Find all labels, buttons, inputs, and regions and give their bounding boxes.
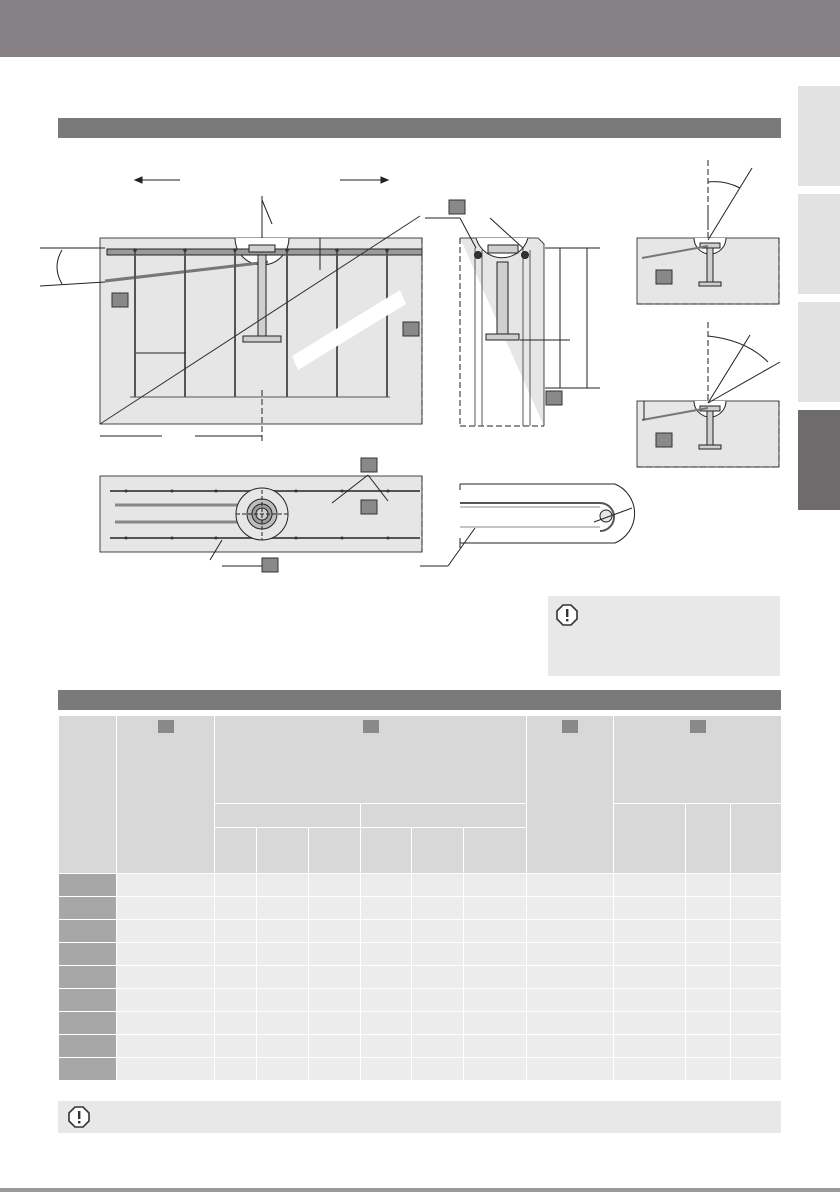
table-cell — [361, 1058, 412, 1081]
table-cell — [257, 874, 309, 897]
table-cell — [215, 989, 257, 1012]
table-cell — [527, 1058, 614, 1081]
table-cell — [412, 966, 464, 989]
table-cell — [464, 874, 527, 897]
group-a-marker — [158, 720, 174, 733]
table-body — [59, 874, 782, 1081]
table-cell — [464, 897, 527, 920]
subgroup-b2 — [361, 804, 527, 828]
row-header-cell — [59, 920, 117, 943]
table-cell — [215, 920, 257, 943]
table-cell — [215, 943, 257, 966]
table-cell — [686, 966, 731, 989]
group-a-header — [117, 716, 215, 874]
table-cell — [614, 1035, 686, 1058]
table-cell — [464, 1058, 527, 1081]
table-cell — [257, 1035, 309, 1058]
table-cell — [361, 1035, 412, 1058]
column-header — [215, 828, 257, 874]
table-cell — [614, 966, 686, 989]
table-cell — [309, 1058, 361, 1081]
table-cell — [361, 897, 412, 920]
row-header-cell — [59, 1012, 117, 1035]
group-c-marker — [562, 720, 578, 733]
table-cell — [686, 920, 731, 943]
table-cell — [117, 1035, 215, 1058]
table-cell — [614, 920, 686, 943]
table-cell — [257, 1012, 309, 1035]
table-cell — [117, 920, 215, 943]
table-cell — [731, 897, 782, 920]
column-header — [464, 828, 527, 874]
table-cell — [215, 1058, 257, 1081]
subgroup-d2 — [686, 804, 731, 874]
table-cell — [731, 874, 782, 897]
row-header-cell — [59, 943, 117, 966]
table-cell — [257, 966, 309, 989]
group-c-header — [527, 716, 614, 874]
table-cell — [257, 1058, 309, 1081]
table-cell — [686, 1012, 731, 1035]
table-cell — [686, 1035, 731, 1058]
table-cell — [464, 943, 527, 966]
table-cell — [215, 966, 257, 989]
table-cell — [731, 1035, 782, 1058]
table-cell — [731, 1012, 782, 1035]
table-cell — [614, 989, 686, 1012]
table-cell — [614, 1058, 686, 1081]
table-cell — [309, 874, 361, 897]
table-cell — [412, 1012, 464, 1035]
table-row — [59, 1035, 782, 1058]
table-cell — [361, 874, 412, 897]
table-corner-cell — [59, 716, 117, 874]
exclamation-octagon-icon — [68, 1106, 90, 1128]
bottom-note-box — [58, 1101, 781, 1133]
row-header-cell — [59, 874, 117, 897]
table-cell — [309, 897, 361, 920]
table-cell — [215, 874, 257, 897]
column-header — [257, 828, 309, 874]
table-cell — [117, 1012, 215, 1035]
table-cell — [464, 989, 527, 1012]
table-cell — [527, 989, 614, 1012]
table-cell — [117, 897, 215, 920]
table-row — [59, 897, 782, 920]
table-cell — [527, 897, 614, 920]
table-cell — [117, 989, 215, 1012]
table-cell — [361, 943, 412, 966]
page-bottom-rule — [0, 1188, 840, 1192]
table-cell — [309, 943, 361, 966]
table-cell — [412, 943, 464, 966]
group-d-marker — [690, 720, 706, 733]
subgroup-b1 — [215, 804, 361, 828]
table-cell — [309, 1012, 361, 1035]
table-cell — [614, 1012, 686, 1035]
table-cell — [731, 1058, 782, 1081]
table-row — [59, 989, 782, 1012]
table-cell — [309, 966, 361, 989]
table-cell — [464, 1035, 527, 1058]
table-row — [59, 966, 782, 989]
table-cell — [527, 1012, 614, 1035]
table-cell — [361, 1012, 412, 1035]
table-cell — [117, 943, 215, 966]
table-cell — [686, 897, 731, 920]
row-header-cell — [59, 1035, 117, 1058]
table-cell — [215, 1035, 257, 1058]
table-cell — [686, 874, 731, 897]
column-header — [361, 828, 412, 874]
row-header-cell — [59, 966, 117, 989]
warning-note-box — [548, 596, 780, 676]
table-cell — [527, 943, 614, 966]
table-cell — [464, 966, 527, 989]
table-cell — [361, 920, 412, 943]
column-header — [309, 828, 361, 874]
table-row — [59, 1012, 782, 1035]
table-cell — [686, 943, 731, 966]
table-cell — [527, 966, 614, 989]
table-cell — [412, 1035, 464, 1058]
exclamation-octagon-icon — [556, 604, 578, 626]
table-cell — [215, 897, 257, 920]
row-header-cell — [59, 897, 117, 920]
table-cell — [257, 920, 309, 943]
table-cell — [412, 920, 464, 943]
table-cell — [117, 966, 215, 989]
table-cell — [412, 1058, 464, 1081]
table-cell — [412, 897, 464, 920]
row-header-cell — [59, 989, 117, 1012]
table-cell — [412, 874, 464, 897]
table-row — [59, 943, 782, 966]
table-cell — [614, 897, 686, 920]
table-cell — [527, 920, 614, 943]
group-d-header — [614, 716, 782, 804]
table-cell — [117, 1058, 215, 1081]
table-cell — [686, 1058, 731, 1081]
table-cell — [527, 874, 614, 897]
table-cell — [257, 943, 309, 966]
table-cell — [257, 897, 309, 920]
table-cell — [117, 874, 215, 897]
subgroup-d3 — [731, 804, 782, 874]
table-cell — [731, 920, 782, 943]
table-cell — [309, 1035, 361, 1058]
table-row — [59, 920, 782, 943]
table-cell — [464, 1012, 527, 1035]
table-cell — [614, 874, 686, 897]
table-cell — [686, 989, 731, 1012]
column-header — [412, 828, 464, 874]
group-b-marker — [363, 720, 379, 733]
table-cell — [309, 989, 361, 1012]
table-row — [59, 874, 782, 897]
table-cell — [257, 989, 309, 1012]
table-row — [59, 1058, 782, 1081]
table-cell — [412, 989, 464, 1012]
group-b-header — [215, 716, 527, 804]
table-cell — [215, 1012, 257, 1035]
table-group-header-row — [59, 716, 782, 804]
subgroup-d1 — [614, 804, 686, 874]
table-cell — [731, 989, 782, 1012]
table-cell — [731, 966, 782, 989]
table-cell — [731, 943, 782, 966]
table-cell — [527, 1035, 614, 1058]
table-cell — [309, 920, 361, 943]
table-cell — [614, 943, 686, 966]
table-cell — [361, 966, 412, 989]
row-header-cell — [59, 1058, 117, 1081]
section-heading-table — [58, 690, 781, 710]
data-table — [58, 715, 782, 1081]
table-cell — [464, 920, 527, 943]
table-cell — [361, 989, 412, 1012]
